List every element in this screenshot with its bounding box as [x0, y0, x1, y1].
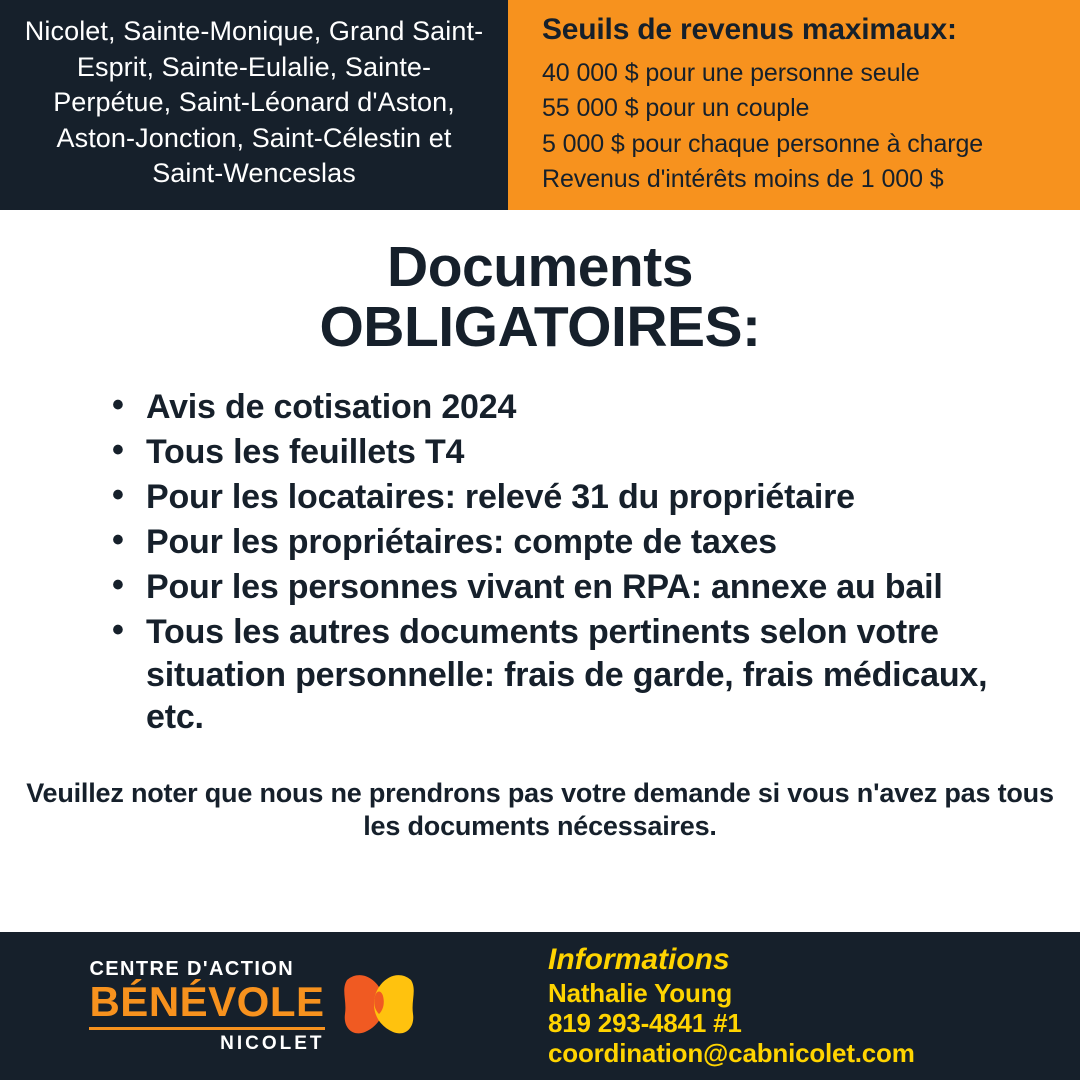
page-title-line1: Documents	[387, 235, 693, 299]
contact-name: Nathalie Young	[548, 978, 733, 1009]
required-documents-list	[0, 386, 1080, 741]
contact-phone[interactable]: 819 293-4841 #1	[548, 1008, 742, 1039]
list-item: • Tous les feuillets T4	[112, 431, 1040, 473]
organization-logo	[0, 959, 508, 1053]
list-item: • Avis de cotisation 2024	[112, 386, 1040, 428]
logo-wordmark	[89, 959, 324, 1053]
logo-line2: BÉNÉVOLE	[89, 978, 325, 1025]
logo-line1: CENTRE D'ACTION	[89, 958, 295, 980]
thresholds-title: Seuils de revenus maximaux:	[542, 12, 957, 46]
logo-divider	[89, 1027, 324, 1030]
threshold-line: 55 000 $ pour un couple	[542, 94, 810, 122]
threshold-line: 40 000 $ pour une personne seule	[542, 58, 920, 87]
threshold-line: 5 000 $ pour chaque personne à charge	[542, 129, 984, 158]
page-title-line2: OBLIGATOIRES:	[319, 294, 761, 359]
top-banner	[0, 0, 1080, 210]
main-content	[0, 210, 1080, 932]
info-title: Informations	[548, 943, 730, 977]
list-item: • Tous les autres documents pertinents selon votre situation personnelle: frais de garde, frais médicaux, etc.	[112, 611, 1040, 737]
threshold-line: Revenus d'intérêts moins de 1 000 $	[542, 165, 944, 193]
page-title	[0, 235, 1080, 359]
footer	[0, 932, 1080, 1080]
list-item: • Pour les locataires: relevé 31 du propriétaire	[112, 476, 1040, 518]
list-item: • Pour les propriétaires: compte de taxes	[112, 521, 1040, 563]
territory-panel	[0, 0, 508, 210]
x-mark-icon	[339, 966, 419, 1046]
contact-email[interactable]: coordination@cabnicolet.com	[548, 1038, 915, 1069]
income-thresholds-panel	[508, 0, 1080, 210]
territory-text: Nicolet, Sainte-Monique, Grand Saint-Esprit, Sainte-Eulalie, Sainte-Perpétue, Saint-Léonard d'Aston, Aston-Jonction, Saint-Célestin et Saint-Wenceslas	[24, 15, 484, 189]
logo-line3: NICOLET	[220, 1033, 325, 1054]
list-item: • Pour les personnes vivant en RPA: annexe au bail	[112, 566, 1040, 608]
warning-note: Veuillez noter que nous ne prendrons pas votre demande si vous n'avez pas tous les documents nécessaires.	[26, 777, 1054, 841]
contact-info	[508, 943, 1080, 1068]
